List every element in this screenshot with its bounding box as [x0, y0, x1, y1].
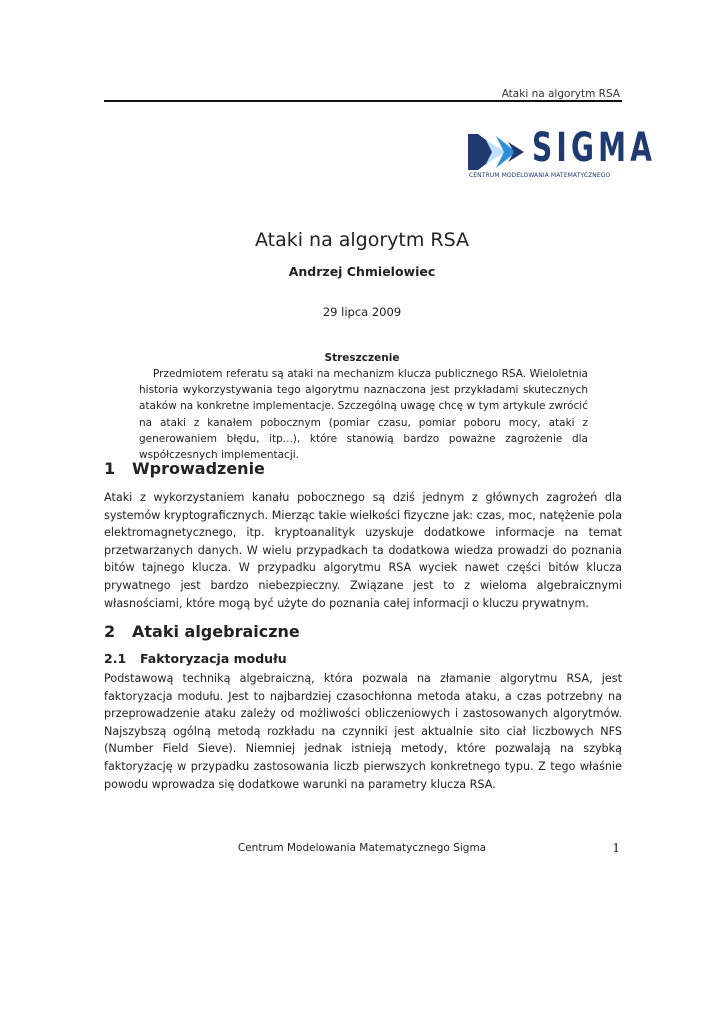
subsection-number: 2.1: [104, 651, 127, 666]
abstract-text: Przedmiotem referatu są ataki na mechanizm klucza publicznego RSA. Wieloletnia historia wykorzystywania tego algorytmu naznaczona jest przykładami skutecznych ataków na konkretne implementacje. Szczególną uwagę chcę w tym artykule zwrócić na ataki z kanałem pobocznym (pomiar czasu, pomiar poboru mocy, ataki z generowaniem błędu, itp...), które stanowią bardzo poważne zagrożenie dla współczesnych implementacji.: [139, 368, 588, 462]
sigma-chevron-icon: [468, 132, 528, 172]
logo-subtitle: CENTRUM MODELOWANIA MATEMATYCZNEGO: [469, 172, 611, 179]
subsection-paragraph: Podstawową techniką algebraiczną, która pozwala na złamanie algorytmu RSA, jest faktoryzacja modułu. Jest to najbardziej czasochłonna metoda ataku, a czas potrzebny na przeprowadzenie ataku zależy od możliwości obliczeniowych i zastosowanych algorytmów. Najszybszą ogólną metodą rozkładu na czynniki jest aktualnie sito ciał liczbowych NFS (Number Field Sieve). Niemniej jednak istnieją metody, które pozwalają na szybką faktoryzację w przypadku zastosowania liczb pierwszych konkretnego typu. Z tego właśnie powodu wprowadza się dodatkowe warunki na parametry klucza RSA.: [104, 672, 622, 791]
running-header: Ataki na algorytm RSA: [501, 88, 620, 100]
section-title: Ataki algebraiczne: [132, 622, 300, 641]
section-number: 1: [104, 459, 116, 478]
page-number: 1: [612, 841, 620, 855]
subsection-heading: [104, 651, 287, 666]
subsection-title: Faktoryzacja modułu: [140, 651, 287, 666]
paper-title: Ataki na algorytm RSA: [254, 229, 470, 251]
sigma-logo: [468, 125, 657, 180]
section-title: Wprowadzenie: [132, 459, 265, 478]
section-number: 2: [104, 622, 116, 641]
paper-author: Andrzej Chmielowiec: [288, 264, 436, 279]
abstract-heading: Streszczenie: [324, 352, 400, 364]
footer-text: Centrum Modelowania Matematycznego Sigma: [237, 842, 487, 854]
logo-wordmark: SIGMA: [532, 125, 657, 171]
section-heading: [104, 622, 300, 641]
header-rule: [104, 100, 622, 102]
section-heading: [104, 459, 265, 478]
paper-date: 29 lipca 2009: [322, 305, 402, 319]
section-paragraph: Ataki z wykorzystaniem kanału pobocznego są dziś jednym z głównych zagrożeń dla systemów kryptograficznych. Mierząc takie wielkości fizyczne jak: czas, moc, natężenie pola elektromagnetycznego, itp. kryptoanalityk uzyskuje dodatkowe informacje na temat przetwarzanych danych. W wielu przypadkach ta dodatkowa wiedza prowadzi do poznania bitów tajnego klucza. W przypadku algorytmu RSA wyciek nawet części bitów klucza prywatnego jest bardzo niebezpieczny. Związane jest to z wieloma algebraicznymi własnościami, które mogą być użyte do poznania całej informacji o kluczu prywatnym.: [104, 491, 622, 610]
